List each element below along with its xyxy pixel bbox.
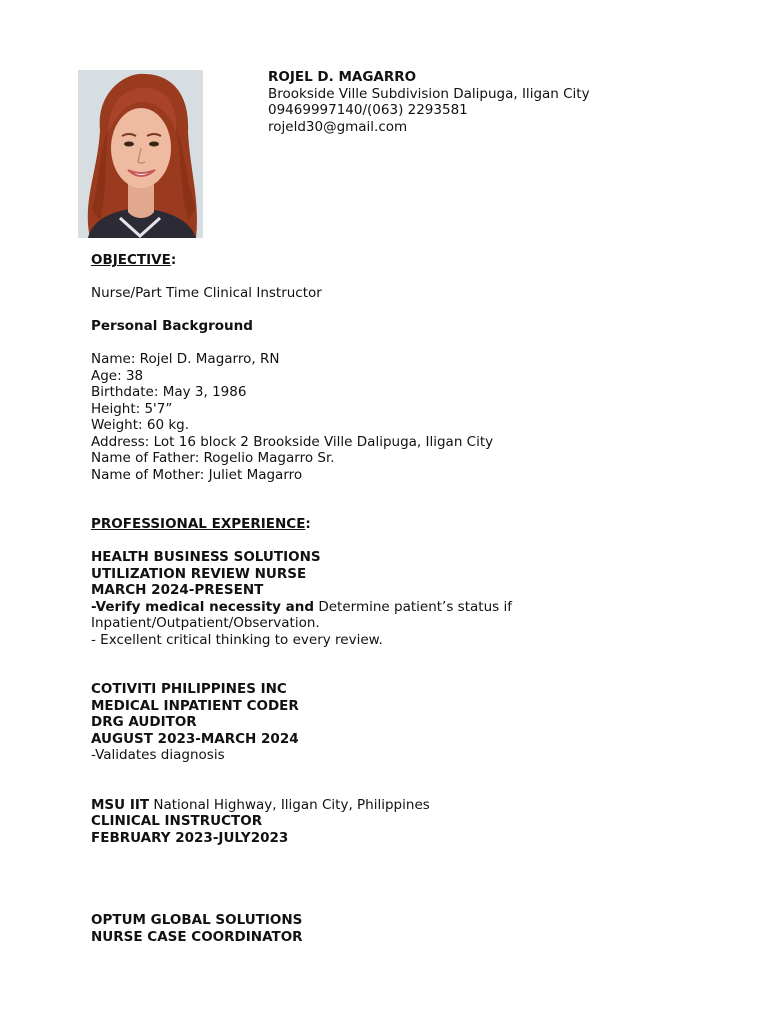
objective-heading xyxy=(91,252,751,269)
job-role: CLINICAL INSTRUCTOR xyxy=(91,813,263,829)
resume-body xyxy=(91,252,751,945)
profile-photo-illustration xyxy=(78,70,203,238)
job-dates: AUGUST 2023-MARCH 2024 xyxy=(91,730,299,747)
job-dates: MARCH 2024-PRESENT xyxy=(91,582,264,598)
job-entry xyxy=(91,797,751,847)
job-role-2: DRG AUDITOR xyxy=(91,714,197,730)
personal-mother: Name of Mother: Juliet Magarro xyxy=(91,466,303,483)
job-company: OPTUM GLOBAL SOLUTIONS xyxy=(91,912,303,928)
experience-heading-text: PROFESSIONAL EXPERIENCE xyxy=(91,516,306,532)
job-entry xyxy=(91,549,751,648)
job-duty-2: - Excellent critical thinking to every review. xyxy=(91,631,383,648)
contact-header xyxy=(268,69,748,135)
job-role: NURSE CASE COORDINATOR xyxy=(91,928,303,945)
personal-background-heading: Personal Background xyxy=(91,318,253,334)
job-duty-rest: Determine patient’s status if xyxy=(314,598,512,615)
personal-name: Name: Rojel D. Magarro, RN xyxy=(91,351,280,367)
profile-photo xyxy=(78,70,203,238)
job-role: MEDICAL INPATIENT CODER xyxy=(91,697,299,714)
job-company-location: National Highway, Iligan City, Philippines xyxy=(149,796,430,813)
contact-phone: 09469997140/(063) 2293581 xyxy=(268,102,468,118)
contact-address: Brookside Ville Subdivision Dalipuga, Iligan City xyxy=(268,85,590,102)
objective-heading-colon: : xyxy=(170,252,177,268)
personal-birthdate: Birthdate: May 3, 1986 xyxy=(91,384,247,400)
job-company xyxy=(91,797,751,814)
personal-height: Height: 5'7” xyxy=(91,400,173,417)
applicant-name: ROJEL D. MAGARRO xyxy=(268,69,417,85)
job-company: COTIVITI PHILIPPINES INC xyxy=(91,681,287,697)
job-duty-bold: -Verify medical necessity and xyxy=(91,598,315,615)
contact-email: rojeld30@gmail.com xyxy=(268,118,408,135)
job-company: HEALTH BUSINESS SOLUTIONS xyxy=(91,549,321,565)
objective-text: Nurse/Part Time Clinical Instructor xyxy=(91,285,322,301)
personal-weight: Weight: 60 kg. xyxy=(91,417,190,433)
job-entry xyxy=(91,912,751,945)
personal-age: Age: 38 xyxy=(91,367,144,384)
experience-heading xyxy=(91,516,751,533)
job-company-bold: MSU IIT xyxy=(91,796,150,813)
personal-address: Address: Lot 16 block 2 Brookside Ville Dalipuga, Iligan City xyxy=(91,433,494,450)
objective-heading-text: OBJECTIVE xyxy=(91,252,171,268)
job-duty xyxy=(91,599,751,616)
job-duty-continued: Inpatient/Outpatient/Observation. xyxy=(91,615,320,631)
job-role: UTILIZATION REVIEW NURSE xyxy=(91,565,307,582)
job-dates: FEBRUARY 2023-JULY2023 xyxy=(91,829,289,846)
personal-father: Name of Father: Rogelio Magarro Sr. xyxy=(91,450,335,466)
experience-heading-colon: : xyxy=(305,516,311,532)
job-entry xyxy=(91,681,751,764)
job-duty: -Validates diagnosis xyxy=(91,747,225,763)
